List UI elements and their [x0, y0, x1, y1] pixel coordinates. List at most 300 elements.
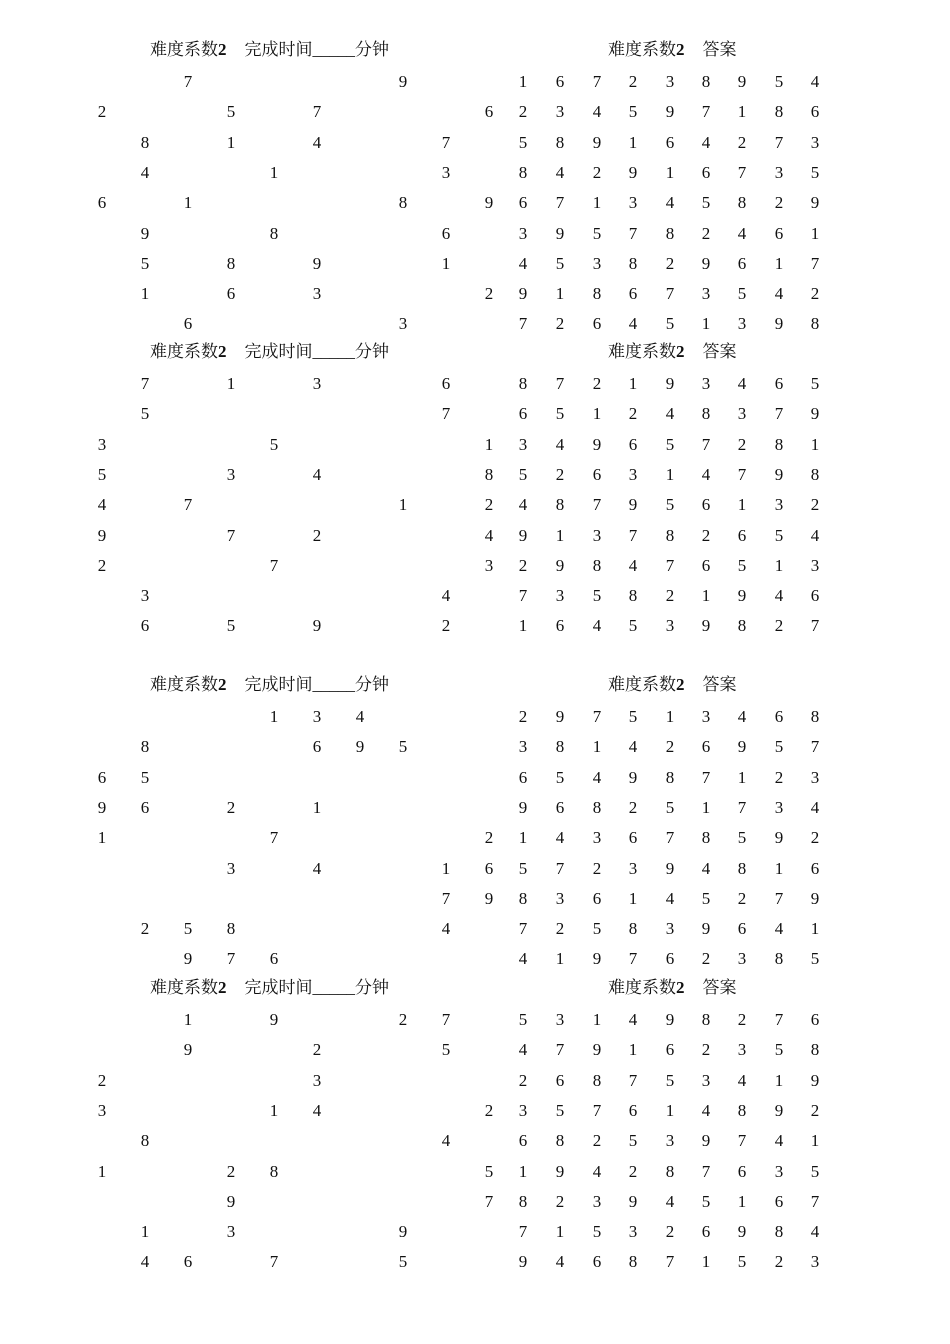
answer-cell: 9 [592, 132, 602, 152]
answer-cell: 2 [555, 464, 565, 484]
puzzle-cell: 6 [97, 767, 107, 787]
answer-cell: 1 [701, 314, 711, 334]
answer-cell: 9 [737, 1222, 747, 1242]
answer-cell: 2 [701, 1040, 711, 1060]
answer-cell: 2 [737, 132, 747, 152]
answer-cell: 6 [665, 1040, 675, 1060]
answer-cell: 8 [810, 707, 820, 726]
answer-cell: 2 [774, 193, 784, 213]
answer-cell: 2 [592, 374, 602, 393]
puzzle-cell: 1 [183, 1010, 193, 1029]
answer-cell: 7 [737, 162, 747, 182]
answer-cell: 1 [555, 1222, 565, 1242]
time-blank: _____ [312, 342, 355, 361]
answer-cell: 4 [555, 434, 565, 454]
difficulty-label: 难度系数 [608, 40, 676, 59]
difficulty-level: 2 [218, 675, 227, 694]
time-label: 完成时间 [244, 40, 313, 59]
answer-cell: 7 [774, 1010, 784, 1029]
puzzle-cell: 9 [269, 1010, 279, 1029]
answer-cell: 9 [665, 102, 675, 122]
puzzle-cell: 1 [140, 284, 150, 304]
answer-cell: 9 [737, 72, 747, 91]
answer-cell: 6 [628, 284, 638, 304]
answer-cell: 3 [628, 464, 638, 484]
puzzle-cell: 2 [226, 797, 236, 817]
answer-cell: 6 [518, 404, 528, 424]
answer-cell: 1 [518, 1161, 528, 1181]
answer-cell: 1 [810, 1131, 820, 1151]
puzzle-cell: 3 [484, 555, 494, 575]
answer-cell: 3 [592, 253, 602, 273]
puzzle-cell: 9 [312, 616, 322, 636]
answer-cell: 5 [810, 949, 820, 969]
answer-cell: 6 [810, 858, 820, 878]
answer-cell: 5 [518, 464, 528, 484]
answer-cell: 6 [774, 1191, 784, 1211]
puzzle-cell: 8 [269, 223, 279, 243]
answer-cell: 4 [737, 374, 747, 393]
answer-cell: 1 [665, 464, 675, 484]
puzzle-cell: 4 [140, 1252, 150, 1272]
answer-cell: 3 [774, 1161, 784, 1181]
puzzle-cell: 6 [441, 374, 451, 393]
answer-cell: 2 [774, 1252, 784, 1272]
puzzle-cell: 2 [398, 1010, 408, 1029]
answer-cell: 1 [737, 495, 747, 515]
answer-cell: 7 [665, 555, 675, 575]
puzzle-cell: 6 [183, 1252, 193, 1272]
difficulty-label: 难度系数 [150, 978, 218, 997]
puzzle-cell: 1 [183, 193, 193, 213]
puzzle-title [150, 978, 389, 998]
difficulty-level: 2 [676, 978, 685, 997]
answer-cell: 9 [628, 767, 638, 787]
puzzle-cell: 5 [226, 102, 236, 122]
puzzle-cell: 2 [97, 1070, 107, 1090]
answer-cell: 4 [810, 525, 820, 545]
puzzle-cell: 4 [312, 1100, 322, 1120]
answer-cell: 7 [701, 767, 711, 787]
answer-cell: 5 [737, 1252, 747, 1272]
answer-cell: 7 [774, 888, 784, 908]
answer-cell: 7 [628, 223, 638, 243]
puzzle-cell: 8 [398, 193, 408, 213]
answer-cell: 5 [555, 404, 565, 424]
puzzle-cell: 7 [441, 132, 451, 152]
puzzle-cell: 6 [140, 797, 150, 817]
puzzle-cell: 3 [312, 284, 322, 304]
puzzle-cell: 2 [140, 919, 150, 939]
answer-cell: 3 [665, 72, 675, 91]
answer-cell: 1 [555, 284, 565, 304]
time-blank: _____ [312, 978, 355, 997]
answer-cell: 9 [518, 525, 528, 545]
answer-cell: 4 [628, 1010, 638, 1029]
answer-cell: 6 [701, 737, 711, 757]
answer-cell: 6 [701, 162, 711, 182]
answer-cell: 2 [701, 949, 711, 969]
time-label: 完成时间 [244, 978, 313, 997]
answer-cell: 7 [737, 1131, 747, 1151]
answer-cell: 6 [701, 495, 711, 515]
minutes-label: 分钟 [355, 342, 389, 361]
answer-cell: 7 [810, 253, 820, 273]
answer-title [608, 675, 737, 695]
answer-cell: 2 [518, 707, 528, 726]
answer-cell: 9 [518, 1252, 528, 1272]
answer-cell: 1 [665, 162, 675, 182]
answer-cell: 2 [774, 767, 784, 787]
answer-cell: 5 [810, 162, 820, 182]
puzzle-title [150, 675, 389, 695]
answer-cell: 4 [628, 737, 638, 757]
puzzle-cell: 7 [441, 1010, 451, 1029]
answer-cell: 1 [774, 1070, 784, 1090]
answer-cell: 8 [665, 223, 675, 243]
answer-cell: 3 [628, 858, 638, 878]
answer-cell: 1 [592, 1010, 602, 1029]
answer-cell: 3 [592, 1191, 602, 1211]
answer-cell: 4 [665, 888, 675, 908]
answer-cell: 9 [628, 495, 638, 515]
answer-cell: 4 [555, 1252, 565, 1272]
answer-cell: 3 [555, 1010, 565, 1029]
answer-cell: 1 [701, 797, 711, 817]
answer-cell: 3 [555, 102, 565, 122]
answer-cell: 4 [592, 1161, 602, 1181]
answer-cell: 4 [518, 1040, 528, 1060]
answer-cell: 5 [665, 1070, 675, 1090]
puzzle-cell: 7 [441, 888, 451, 908]
puzzle-cell: 3 [226, 464, 236, 484]
answer-cell: 2 [810, 1100, 820, 1120]
answer-cell: 8 [518, 162, 528, 182]
answer-cell: 9 [701, 919, 711, 939]
puzzle-cell: 5 [398, 1252, 408, 1272]
answer-cell: 6 [628, 828, 638, 848]
answer-cell: 6 [555, 797, 565, 817]
puzzle-cell: 6 [312, 737, 322, 757]
answer-cell: 8 [555, 737, 565, 757]
answer-cell: 2 [628, 797, 638, 817]
answer-cell: 7 [518, 919, 528, 939]
puzzle-cell: 9 [484, 193, 494, 213]
answer-cell: 9 [555, 223, 565, 243]
answer-cell: 5 [592, 586, 602, 606]
answer-cell: 6 [518, 1131, 528, 1151]
puzzle-cell: 1 [312, 797, 322, 817]
answer-cell: 4 [592, 102, 602, 122]
puzzle-cell: 7 [269, 555, 279, 575]
answer-cell: 3 [737, 949, 747, 969]
answer-label: 答案 [702, 40, 737, 59]
answer-cell: 7 [592, 1100, 602, 1120]
answer-label: 答案 [702, 675, 737, 694]
difficulty-level: 2 [218, 978, 227, 997]
answer-cell: 9 [737, 586, 747, 606]
answer-cell: 8 [555, 1131, 565, 1151]
puzzle-cell: 8 [226, 253, 236, 273]
answer-cell: 7 [555, 374, 565, 393]
puzzle-cell: 6 [183, 314, 193, 334]
answer-cell: 9 [774, 1100, 784, 1120]
answer-cell: 8 [628, 253, 638, 273]
answer-cell: 8 [518, 374, 528, 393]
answer-cell: 3 [810, 132, 820, 152]
answer-cell: 8 [555, 132, 565, 152]
answer-cell: 8 [810, 1040, 820, 1060]
time-blank: _____ [312, 40, 355, 59]
answer-cell: 7 [518, 1222, 528, 1242]
answer-cell: 7 [592, 72, 602, 91]
puzzle-cell: 9 [398, 1222, 408, 1242]
puzzle-cell: 7 [140, 374, 150, 393]
answer-cell: 2 [737, 888, 747, 908]
answer-cell: 2 [737, 1010, 747, 1029]
answer-cell: 5 [665, 434, 675, 454]
answer-cell: 4 [518, 949, 528, 969]
answer-cell: 3 [701, 284, 711, 304]
answer-cell: 2 [592, 1131, 602, 1151]
answer-cell: 2 [555, 919, 565, 939]
answer-cell: 8 [810, 464, 820, 484]
answer-cell: 8 [592, 555, 602, 575]
answer-cell: 8 [774, 949, 784, 969]
answer-cell: 1 [665, 707, 675, 726]
answer-cell: 1 [810, 434, 820, 454]
answer-cell: 8 [701, 72, 711, 91]
puzzle-cell: 6 [140, 616, 150, 636]
answer-cell: 2 [701, 525, 711, 545]
answer-cell: 3 [518, 223, 528, 243]
answer-cell: 5 [774, 1040, 784, 1060]
answer-cell: 1 [665, 1100, 675, 1120]
puzzle-cell: 3 [398, 314, 408, 334]
answer-cell: 4 [774, 1131, 784, 1151]
answer-cell: 1 [737, 102, 747, 122]
answer-cell: 5 [774, 72, 784, 91]
puzzle-cell: 8 [226, 919, 236, 939]
puzzle-cell: 5 [269, 434, 279, 454]
answer-cell: 2 [592, 858, 602, 878]
answer-cell: 8 [701, 828, 711, 848]
answer-cell: 9 [810, 888, 820, 908]
puzzle-cell: 1 [269, 162, 279, 182]
answer-cell: 3 [810, 767, 820, 787]
answer-cell: 1 [628, 888, 638, 908]
puzzle-cell: 7 [484, 1191, 494, 1211]
answer-cell: 3 [592, 525, 602, 545]
answer-cell: 9 [628, 1191, 638, 1211]
answer-cell: 1 [774, 858, 784, 878]
answer-cell: 7 [665, 828, 675, 848]
answer-cell: 3 [737, 404, 747, 424]
answer-cell: 9 [592, 1040, 602, 1060]
puzzle-cell: 7 [441, 404, 451, 424]
answer-cell: 1 [628, 1040, 638, 1060]
difficulty-level: 2 [676, 675, 685, 694]
answer-cell: 6 [518, 767, 528, 787]
answer-cell: 8 [701, 404, 711, 424]
answer-cell: 2 [628, 404, 638, 424]
answer-cell: 2 [810, 495, 820, 515]
minutes-label: 分钟 [355, 978, 389, 997]
answer-cell: 7 [737, 797, 747, 817]
answer-cell: 3 [737, 314, 747, 334]
answer-cell: 1 [592, 193, 602, 213]
minutes-label: 分钟 [355, 40, 389, 59]
answer-cell: 6 [774, 223, 784, 243]
answer-cell: 7 [555, 1040, 565, 1060]
answer-cell: 3 [628, 1222, 638, 1242]
puzzle-cell: 1 [484, 434, 494, 454]
answer-cell: 6 [592, 888, 602, 908]
puzzle-cell: 9 [97, 797, 107, 817]
puzzle-cell: 1 [97, 1161, 107, 1181]
answer-cell: 9 [555, 1161, 565, 1181]
answer-cell: 5 [665, 495, 675, 515]
answer-cell: 2 [665, 737, 675, 757]
answer-cell: 8 [737, 193, 747, 213]
puzzle-cell: 1 [398, 495, 408, 515]
answer-cell: 6 [592, 314, 602, 334]
answer-cell: 4 [518, 253, 528, 273]
answer-cell: 9 [810, 193, 820, 213]
puzzle-cell: 9 [226, 1191, 236, 1211]
answer-cell: 6 [628, 1100, 638, 1120]
answer-title [608, 40, 737, 60]
answer-cell: 5 [701, 1191, 711, 1211]
answer-cell: 9 [518, 284, 528, 304]
answer-cell: 3 [701, 1070, 711, 1090]
answer-cell: 7 [665, 284, 675, 304]
answer-cell: 4 [592, 767, 602, 787]
answer-cell: 6 [737, 253, 747, 273]
answer-cell: 1 [774, 253, 784, 273]
answer-cell: 9 [592, 949, 602, 969]
puzzle-cell: 5 [398, 737, 408, 757]
answer-cell: 8 [665, 767, 675, 787]
answer-cell: 3 [665, 919, 675, 939]
answer-cell: 5 [737, 828, 747, 848]
puzzle-cell: 7 [226, 949, 236, 969]
answer-cell: 9 [810, 404, 820, 424]
answer-cell: 1 [810, 919, 820, 939]
answer-title [608, 978, 737, 998]
answer-cell: 2 [665, 253, 675, 273]
answer-cell: 9 [628, 162, 638, 182]
answer-cell: 3 [518, 737, 528, 757]
answer-cell: 5 [555, 1100, 565, 1120]
puzzle-cell: 5 [226, 616, 236, 636]
answer-cell: 8 [774, 434, 784, 454]
answer-cell: 6 [737, 919, 747, 939]
answer-cell: 6 [774, 707, 784, 726]
answer-cell: 4 [665, 193, 675, 213]
puzzle-cell: 1 [140, 1222, 150, 1242]
answer-cell: 8 [701, 1010, 711, 1029]
answer-cell: 3 [810, 1252, 820, 1272]
answer-cell: 8 [518, 1191, 528, 1211]
answer-cell: 2 [518, 1070, 528, 1090]
puzzle-cell: 9 [183, 949, 193, 969]
answer-cell: 8 [628, 919, 638, 939]
answer-cell: 7 [701, 1161, 711, 1181]
answer-cell: 7 [665, 1252, 675, 1272]
answer-cell: 8 [774, 1222, 784, 1242]
puzzle-cell: 3 [226, 858, 236, 878]
puzzle-cell: 9 [97, 525, 107, 545]
answer-cell: 3 [628, 193, 638, 213]
answer-cell: 1 [774, 555, 784, 575]
answer-cell: 5 [628, 616, 638, 636]
answer-cell: 4 [665, 1191, 675, 1211]
answer-cell: 7 [701, 102, 711, 122]
answer-cell: 2 [665, 586, 675, 606]
time-blank: _____ [312, 675, 355, 694]
answer-cell: 4 [628, 314, 638, 334]
puzzle-cell: 9 [183, 1040, 193, 1060]
puzzle-cell: 1 [97, 828, 107, 848]
answer-cell: 2 [810, 284, 820, 304]
answer-cell: 1 [592, 737, 602, 757]
answer-cell: 9 [774, 314, 784, 334]
answer-cell: 3 [665, 616, 675, 636]
difficulty-label: 难度系数 [150, 675, 218, 694]
answer-cell: 9 [810, 1070, 820, 1090]
answer-cell: 6 [665, 949, 675, 969]
puzzle-cell: 6 [97, 193, 107, 213]
answer-cell: 5 [518, 858, 528, 878]
puzzle-cell: 2 [441, 616, 451, 636]
answer-cell: 7 [592, 707, 602, 726]
answer-cell: 6 [592, 1252, 602, 1272]
puzzle-cell: 1 [269, 707, 279, 726]
answer-cell: 3 [665, 1131, 675, 1151]
puzzle-cell: 3 [312, 1070, 322, 1090]
answer-cell: 5 [665, 797, 675, 817]
puzzle-cell: 4 [140, 162, 150, 182]
answer-cell: 5 [518, 132, 528, 152]
answer-cell: 4 [810, 797, 820, 817]
puzzle-title [150, 40, 389, 60]
answer-cell: 6 [701, 555, 711, 575]
answer-cell: 6 [701, 1222, 711, 1242]
answer-cell: 3 [518, 434, 528, 454]
puzzle-cell: 6 [441, 223, 451, 243]
puzzle-cell: 4 [312, 132, 322, 152]
puzzle-cell: 7 [183, 495, 193, 515]
answer-cell: 1 [701, 1252, 711, 1272]
answer-cell: 5 [555, 767, 565, 787]
answer-cell: 6 [737, 1161, 747, 1181]
answer-cell: 6 [518, 193, 528, 213]
puzzle-cell: 5 [183, 919, 193, 939]
puzzle-cell: 5 [97, 464, 107, 484]
puzzle-cell: 1 [226, 132, 236, 152]
answer-cell: 7 [555, 193, 565, 213]
answer-cell: 2 [518, 102, 528, 122]
puzzle-cell: 8 [140, 132, 150, 152]
answer-cell: 4 [592, 616, 602, 636]
answer-cell: 2 [628, 72, 638, 91]
answer-cell: 5 [628, 707, 638, 726]
answer-cell: 5 [628, 102, 638, 122]
answer-cell: 4 [810, 72, 820, 91]
answer-cell: 7 [737, 464, 747, 484]
difficulty-label: 难度系数 [608, 342, 676, 361]
